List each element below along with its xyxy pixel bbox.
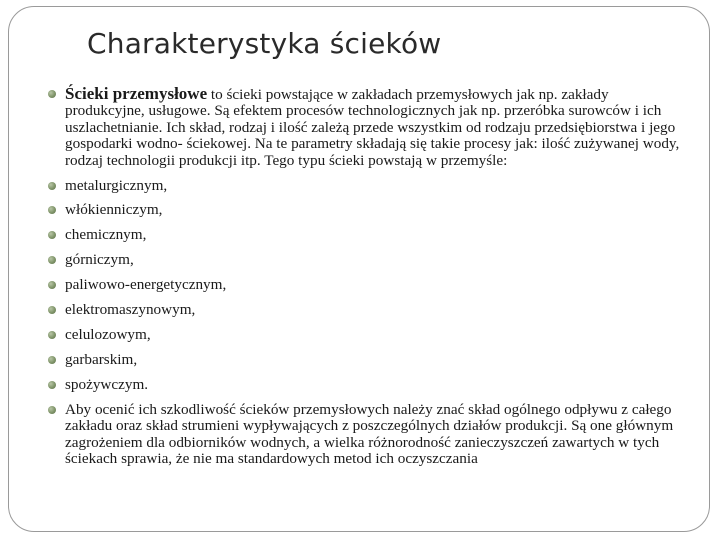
bullet-icon bbox=[48, 182, 56, 190]
bullet-icon bbox=[48, 406, 56, 414]
list-item bbox=[24, 202, 688, 218]
industry-label: spożywczym. bbox=[65, 375, 149, 393]
list-item bbox=[24, 302, 688, 318]
industry-label: metalurgicznym, bbox=[65, 176, 168, 194]
list-item-intro bbox=[24, 86, 688, 169]
bullet-icon bbox=[48, 90, 56, 98]
intro-lead: Ścieki przemysłowe bbox=[65, 84, 208, 103]
bullet-icon bbox=[48, 331, 56, 339]
bullet-icon bbox=[48, 281, 56, 289]
list-item bbox=[24, 178, 688, 194]
bullet-list bbox=[24, 86, 688, 476]
industry-label: elektromaszynowym, bbox=[65, 301, 196, 319]
bullet-icon bbox=[48, 381, 56, 389]
list-item bbox=[24, 277, 688, 293]
list-item bbox=[24, 227, 688, 243]
industry-label: chemicznym, bbox=[65, 226, 147, 244]
industry-label: paliwowo-energetycznym, bbox=[65, 276, 227, 294]
industry-label: celulozowym, bbox=[65, 325, 151, 343]
list-item-closing bbox=[24, 402, 688, 468]
bullet-icon bbox=[48, 306, 56, 314]
closing-text: Aby ocenić ich szkodliwość ścieków przemysłowych należy znać skład ogólnego odpływu z całego zakładu oraz skład strumieni wypływających z poszczególnych działów produkcji. Są one głównym zagrożeniem dla odbiorników wodnych, a wielka różnorodność zanieczyszczeń zawartych w tych ściekach sprawia, że nie ma standardowych metod ich oczyszczania bbox=[65, 400, 674, 467]
industry-label: włókienniczym, bbox=[65, 201, 163, 219]
slide-title: Charakterystyka ścieków bbox=[87, 27, 442, 60]
industry-label: garbarskim, bbox=[65, 350, 138, 368]
intro-text: to ścieki powstające w zakładach przemysłowych jak np. zakłady produkcyjne, usługowe. Są efektem procesów technologicznych jak np. przeróbka surowców i ich uszlachetnianie. Ich skład, rodzaj i ilość zależą przede wszystkim od rodzaju przedsiębiorstwa i jego gospodarki wodno- ściekowej. Na te parametry składają się takie procesy jak: ilość zużywanej wody, rodzaj technologii produkcji itp. Tego typu ścieki powstają w przemyśle: bbox=[65, 86, 680, 169]
list-item bbox=[24, 252, 688, 268]
bullet-icon bbox=[48, 256, 56, 264]
bullet-icon bbox=[48, 356, 56, 364]
industry-label: górniczym, bbox=[65, 251, 134, 269]
list-item bbox=[24, 352, 688, 368]
bullet-icon bbox=[48, 206, 56, 214]
bullet-icon bbox=[48, 231, 56, 239]
list-item bbox=[24, 377, 688, 393]
list-item bbox=[24, 327, 688, 343]
